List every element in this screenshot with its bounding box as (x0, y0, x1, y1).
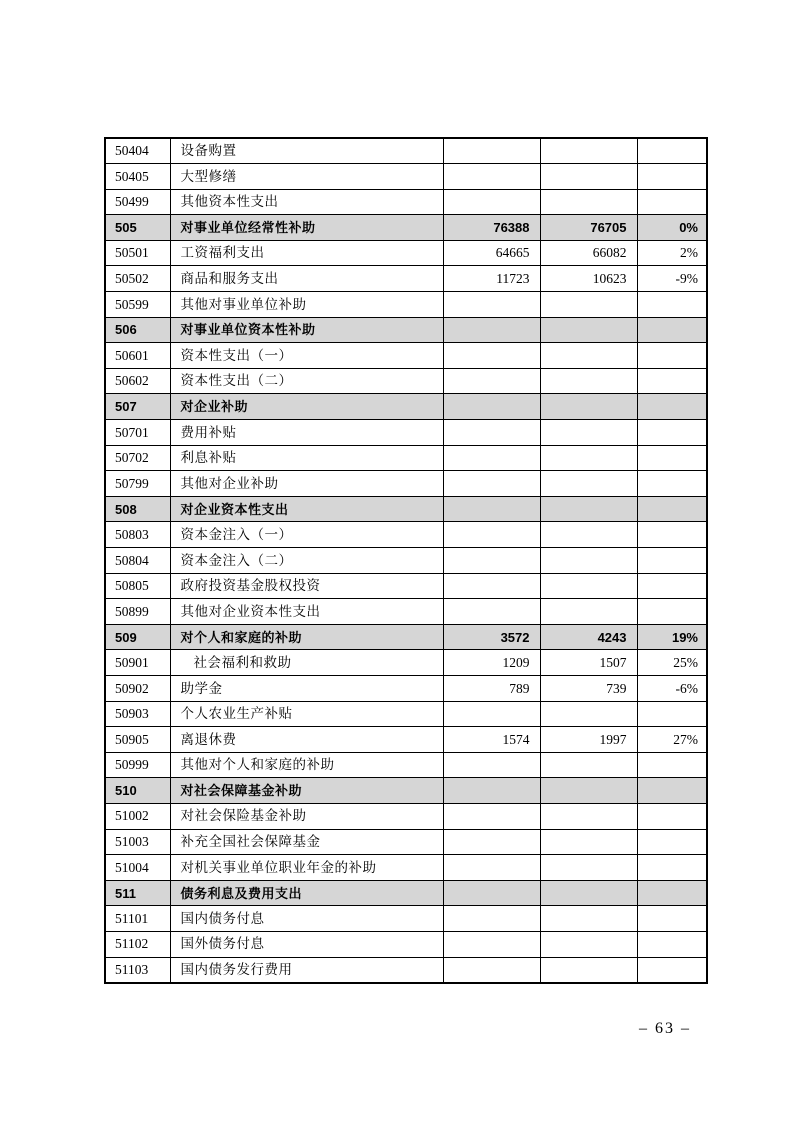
value2-cell (540, 496, 637, 522)
value1-cell (443, 701, 540, 727)
value1-cell: 76388 (443, 215, 540, 241)
table-row (105, 164, 707, 190)
value2-cell: 1997 (540, 727, 637, 753)
value1-cell (443, 164, 540, 190)
value1-cell (443, 317, 540, 343)
label-cell: 费用补贴 (170, 420, 443, 446)
table-row (105, 829, 707, 855)
value1-cell (443, 445, 540, 471)
value1-cell (443, 368, 540, 394)
budget-expenditure-table (104, 137, 708, 984)
code-cell: 505 (105, 215, 170, 241)
label-cell: 对社会保障基金补助 (170, 778, 443, 804)
table-row (105, 368, 707, 394)
value1-cell (443, 343, 540, 369)
table-row (105, 650, 707, 676)
percent-cell (637, 778, 707, 804)
value2-cell (540, 957, 637, 983)
table-row (105, 189, 707, 215)
percent-cell: 2% (637, 240, 707, 266)
code-cell: 50799 (105, 471, 170, 497)
value2-cell (540, 803, 637, 829)
percent-cell (637, 138, 707, 164)
table-row (105, 471, 707, 497)
table-row (105, 675, 707, 701)
value1-cell (443, 803, 540, 829)
code-cell: 50601 (105, 343, 170, 369)
code-cell: 50899 (105, 599, 170, 625)
value1-cell (443, 471, 540, 497)
value2-cell (540, 829, 637, 855)
table-row (105, 727, 707, 753)
value2-cell (540, 420, 637, 446)
code-cell: 50803 (105, 522, 170, 548)
label-cell: 补充全国社会保障基金 (170, 829, 443, 855)
label-cell: 资本性支出（二） (170, 368, 443, 394)
code-cell: 50502 (105, 266, 170, 292)
percent-cell (637, 343, 707, 369)
percent-cell (637, 548, 707, 574)
value2-cell (540, 368, 637, 394)
code-cell: 50499 (105, 189, 170, 215)
label-cell: 离退休费 (170, 727, 443, 753)
label-cell: 资本金注入（一） (170, 522, 443, 548)
label-cell: 助学金 (170, 675, 443, 701)
table-row (105, 599, 707, 625)
label-cell: 大型修缮 (170, 164, 443, 190)
code-cell: 50903 (105, 701, 170, 727)
code-cell: 50902 (105, 675, 170, 701)
value1-cell (443, 599, 540, 625)
value2-cell (540, 164, 637, 190)
percent-cell (637, 803, 707, 829)
value1-cell (443, 496, 540, 522)
label-cell: 国外债务付息 (170, 931, 443, 957)
percent-cell: 0% (637, 215, 707, 241)
code-cell: 507 (105, 394, 170, 420)
value2-cell (540, 522, 637, 548)
value1-cell (443, 548, 540, 574)
value2-cell (540, 189, 637, 215)
value2-cell: 739 (540, 675, 637, 701)
code-cell: 50602 (105, 368, 170, 394)
table-row (105, 548, 707, 574)
value1-cell (443, 829, 540, 855)
value2-cell (540, 548, 637, 574)
label-cell: 债务利息及费用支出 (170, 880, 443, 906)
code-cell: 506 (105, 317, 170, 343)
budget-table-body (105, 138, 707, 983)
label-cell: 对机关事业单位职业年金的补助 (170, 855, 443, 881)
value2-cell: 10623 (540, 266, 637, 292)
label-cell: 对社会保险基金补助 (170, 803, 443, 829)
label-cell: 对企业补助 (170, 394, 443, 420)
label-cell: 个人农业生产补贴 (170, 701, 443, 727)
label-cell: 其他对事业单位补助 (170, 292, 443, 318)
table-row (105, 266, 707, 292)
label-cell: 对事业单位资本性补助 (170, 317, 443, 343)
value2-cell: 1507 (540, 650, 637, 676)
table-row (105, 803, 707, 829)
percent-cell (637, 420, 707, 446)
percent-cell (637, 496, 707, 522)
code-cell: 51103 (105, 957, 170, 983)
value2-cell: 76705 (540, 215, 637, 241)
code-cell: 50404 (105, 138, 170, 164)
percent-cell (637, 573, 707, 599)
code-cell: 51004 (105, 855, 170, 881)
value2-cell (540, 445, 637, 471)
value1-cell (443, 189, 540, 215)
code-cell: 50702 (105, 445, 170, 471)
table-row (105, 420, 707, 446)
percent-cell (637, 880, 707, 906)
percent-cell (637, 931, 707, 957)
table-row (105, 931, 707, 957)
value2-cell (540, 906, 637, 932)
percent-cell (637, 445, 707, 471)
percent-cell (637, 957, 707, 983)
code-cell: 50405 (105, 164, 170, 190)
percent-cell (637, 164, 707, 190)
page-number: – 63 – (639, 1020, 691, 1037)
value2-cell (540, 752, 637, 778)
value1-cell (443, 420, 540, 446)
label-cell: 政府投资基金股权投资 (170, 573, 443, 599)
value2-cell (540, 880, 637, 906)
value2-cell (540, 394, 637, 420)
label-cell: 对事业单位经常性补助 (170, 215, 443, 241)
label-cell: 其他对企业补助 (170, 471, 443, 497)
percent-cell (637, 599, 707, 625)
value1-cell: 64665 (443, 240, 540, 266)
percent-cell (637, 752, 707, 778)
code-cell: 50999 (105, 752, 170, 778)
percent-cell (637, 394, 707, 420)
code-cell: 51002 (105, 803, 170, 829)
label-cell: 其他对个人和家庭的补助 (170, 752, 443, 778)
label-cell: 商品和服务支出 (170, 266, 443, 292)
value1-cell: 789 (443, 675, 540, 701)
table-row (105, 855, 707, 881)
value2-cell (540, 855, 637, 881)
section-row (105, 778, 707, 804)
percent-cell (637, 701, 707, 727)
label-cell: 设备购置 (170, 138, 443, 164)
value2-cell: 4243 (540, 624, 637, 650)
value2-cell (540, 573, 637, 599)
table-row (105, 343, 707, 369)
table-row (105, 292, 707, 318)
code-cell: 51003 (105, 829, 170, 855)
value2-cell (540, 317, 637, 343)
value2-cell (540, 343, 637, 369)
code-cell: 50701 (105, 420, 170, 446)
label-cell: 国内债务发行费用 (170, 957, 443, 983)
value2-cell (540, 778, 637, 804)
value2-cell: 66082 (540, 240, 637, 266)
label-cell: 对个人和家庭的补助 (170, 624, 443, 650)
percent-cell (637, 292, 707, 318)
code-cell: 50905 (105, 727, 170, 753)
value1-cell: 1574 (443, 727, 540, 753)
code-cell: 509 (105, 624, 170, 650)
code-cell: 50501 (105, 240, 170, 266)
percent-cell (637, 368, 707, 394)
table-row (105, 957, 707, 983)
percent-cell (637, 471, 707, 497)
percent-cell (637, 522, 707, 548)
value2-cell (540, 471, 637, 497)
value1-cell (443, 778, 540, 804)
section-row (105, 880, 707, 906)
value1-cell: 1209 (443, 650, 540, 676)
code-cell: 50599 (105, 292, 170, 318)
percent-cell: 27% (637, 727, 707, 753)
value1-cell (443, 292, 540, 318)
value1-cell (443, 394, 540, 420)
section-row (105, 624, 707, 650)
value1-cell (443, 957, 540, 983)
table-row (105, 906, 707, 932)
value1-cell (443, 573, 540, 599)
value2-cell (540, 599, 637, 625)
section-row (105, 496, 707, 522)
label-cell: 对企业资本性支出 (170, 496, 443, 522)
value1-cell (443, 855, 540, 881)
percent-cell: 25% (637, 650, 707, 676)
label-cell: 资本金注入（二） (170, 548, 443, 574)
section-row (105, 317, 707, 343)
percent-cell (637, 189, 707, 215)
code-cell: 51102 (105, 931, 170, 957)
value1-cell (443, 906, 540, 932)
code-cell: 508 (105, 496, 170, 522)
table-row (105, 522, 707, 548)
label-cell: 利息补贴 (170, 445, 443, 471)
percent-cell: 19% (637, 624, 707, 650)
value2-cell (540, 292, 637, 318)
label-cell: 社会福利和救助 (170, 650, 443, 676)
value1-cell (443, 752, 540, 778)
percent-cell (637, 855, 707, 881)
value1-cell (443, 931, 540, 957)
section-row (105, 394, 707, 420)
label-cell: 其他资本性支出 (170, 189, 443, 215)
table-row (105, 701, 707, 727)
percent-cell: -6% (637, 675, 707, 701)
code-cell: 51101 (105, 906, 170, 932)
value1-cell: 3572 (443, 624, 540, 650)
percent-cell: -9% (637, 266, 707, 292)
value1-cell (443, 880, 540, 906)
value1-cell (443, 522, 540, 548)
value1-cell: 11723 (443, 266, 540, 292)
value1-cell (443, 138, 540, 164)
label-cell: 其他对企业资本性支出 (170, 599, 443, 625)
label-cell: 工资福利支出 (170, 240, 443, 266)
table-row (105, 752, 707, 778)
code-cell: 50804 (105, 548, 170, 574)
percent-cell (637, 317, 707, 343)
section-row (105, 215, 707, 241)
label-cell: 资本性支出（一） (170, 343, 443, 369)
percent-cell (637, 829, 707, 855)
value2-cell (540, 138, 637, 164)
percent-cell (637, 906, 707, 932)
code-cell: 50805 (105, 573, 170, 599)
label-cell: 国内债务付息 (170, 906, 443, 932)
code-cell: 511 (105, 880, 170, 906)
table-row (105, 240, 707, 266)
code-cell: 50901 (105, 650, 170, 676)
code-cell: 510 (105, 778, 170, 804)
table-row (105, 445, 707, 471)
value2-cell (540, 931, 637, 957)
table-row (105, 138, 707, 164)
table-row (105, 573, 707, 599)
value2-cell (540, 701, 637, 727)
